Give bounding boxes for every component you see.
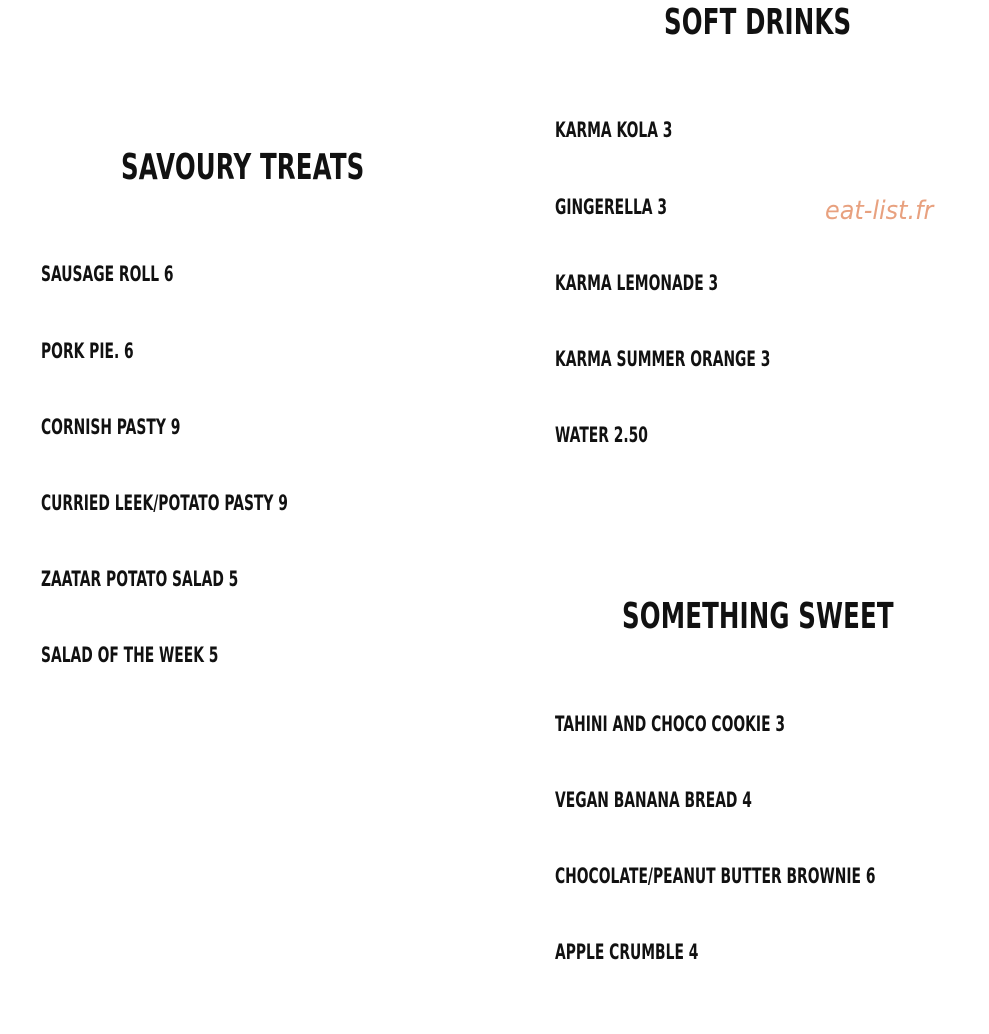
menu-item: WATER 2.50 (555, 423, 648, 447)
menu-item: KARMA LEMONADE 3 (555, 271, 719, 295)
menu-item: VEGAN BANANA BREAD 4 (555, 788, 752, 812)
menu-item: CORNISH PASTY 9 (41, 415, 181, 439)
menu-item: CURRIED LEEK/POTATO PASTY 9 (41, 491, 288, 515)
menu-item: GINGERELLA 3 (555, 195, 667, 219)
menu-item: PORK PIE. 6 (41, 339, 134, 363)
menu-item: KARMA SUMMER ORANGE 3 (555, 347, 771, 371)
watermark: eat-list.fr (825, 196, 934, 226)
menu-item: SALAD OF THE WEEK 5 (41, 643, 219, 667)
menu-item: CHOCOLATE/PEANUT BUTTER BROWNIE 6 (555, 864, 876, 888)
savoury-treats-heading: SAVOURY TREATS (121, 147, 365, 188)
menu-item: KARMA KOLA 3 (555, 118, 673, 142)
menu-item: ZAATAR POTATO SALAD 5 (41, 567, 239, 591)
soft-drinks-heading: SOFT DRINKS (664, 2, 852, 43)
something-sweet-heading: SOMETHING SWEET (622, 596, 894, 637)
menu-item: TAHINI AND CHOCO COOKIE 3 (555, 712, 786, 736)
menu-item: SAUSAGE ROLL 6 (41, 262, 174, 286)
menu-item: APPLE CRUMBLE 4 (555, 940, 699, 964)
